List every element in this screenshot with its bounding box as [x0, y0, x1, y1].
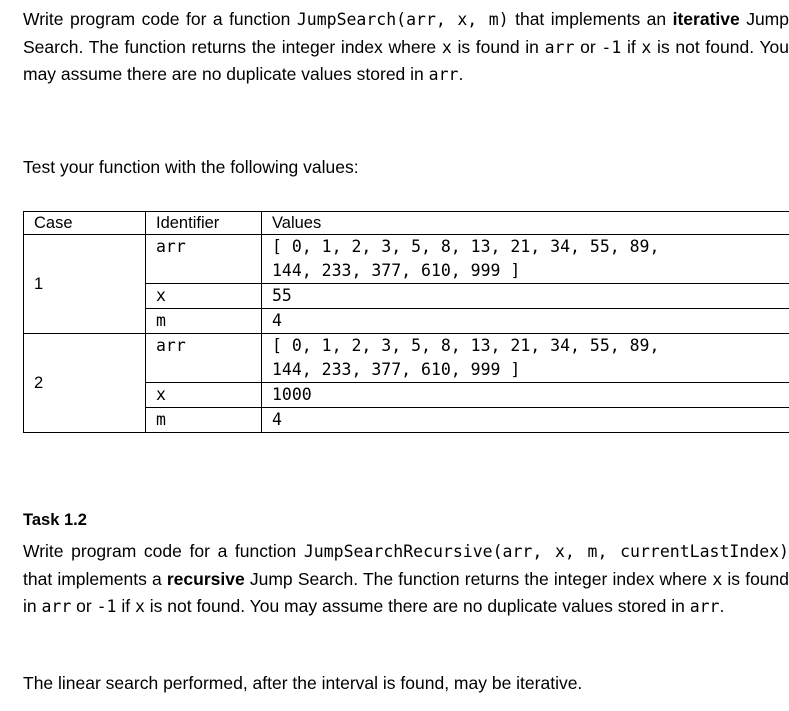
- identifier-cell: x: [146, 284, 262, 309]
- text-run: is found in: [451, 36, 545, 57]
- code-fragment: arr: [41, 597, 72, 616]
- text-run: is found in: [23, 568, 789, 616]
- value-cell: 55: [262, 284, 789, 309]
- code-fragment: arr: [689, 597, 720, 616]
- identifier-cell: m: [146, 408, 262, 433]
- text-run: that implements a: [23, 568, 167, 589]
- identifier-cell: x: [146, 383, 262, 408]
- task-1-1-description: [23, 6, 789, 89]
- code-fragment: arr: [544, 37, 575, 57]
- text-run: if: [116, 596, 135, 616]
- identifier-cell: arr: [146, 334, 262, 383]
- header-case: Case: [24, 212, 146, 235]
- value-cell: [ 0, 1, 2, 3, 5, 8, 13, 21, 34, 55, 89, 144, 233, 377, 610, 999 ]: [262, 334, 789, 383]
- value-cell: 4: [262, 408, 789, 433]
- value-cell: 1000: [262, 383, 789, 408]
- text-run: is not found. You may assume there are no duplicate values stored in: [144, 596, 690, 616]
- table-header-row: [24, 212, 789, 235]
- task-1-2-heading: Task 1.2: [23, 511, 87, 529]
- code-fragment: x: [641, 37, 652, 57]
- test-prompt: Test your function with the following values:: [23, 157, 359, 177]
- text-run: .: [719, 596, 725, 616]
- text-run: if: [621, 36, 642, 57]
- case-number: 1: [24, 235, 146, 334]
- emphasis-text: recursive: [166, 568, 245, 589]
- code-fragment: x: [134, 597, 145, 616]
- task-1-2-note: The linear search performed, after the interval is found, may be iterative.: [23, 673, 583, 693]
- code-fragment: arr: [428, 65, 459, 84]
- text-run: Write program code for a function: [23, 9, 297, 29]
- emphasis-text: iterative: [672, 9, 740, 29]
- code-fragment: -1: [601, 37, 622, 57]
- code-fragment: JumpSearchRecursive(arr, x, m, currentLastIndex): [303, 542, 789, 561]
- header-values: Values: [262, 212, 789, 235]
- task-1-2-description: [23, 538, 789, 621]
- text-run: Write program code for a function: [23, 541, 304, 561]
- test-values-table: [23, 211, 789, 433]
- text-run: is not found. You may assume there are no duplicate values stored in: [23, 36, 789, 84]
- identifier-cell: m: [146, 309, 262, 334]
- identifier-cell: arr: [146, 235, 262, 284]
- table-row: [24, 235, 789, 284]
- code-fragment: x: [441, 37, 452, 57]
- text-run: or: [71, 596, 97, 616]
- text-run: Jump Search. The function returns the integer index where: [23, 9, 789, 57]
- text-run: or: [574, 36, 602, 57]
- text-run: Jump Search. The function returns the integer index where: [244, 568, 713, 589]
- case-number: 2: [24, 334, 146, 433]
- table-row: [24, 334, 789, 383]
- text-run: that implements an: [508, 9, 673, 29]
- header-identifier: Identifier: [146, 212, 262, 235]
- value-cell: [ 0, 1, 2, 3, 5, 8, 13, 21, 34, 55, 89, 144, 233, 377, 610, 999 ]: [262, 235, 789, 284]
- code-fragment: x: [712, 569, 723, 589]
- code-fragment: -1: [96, 597, 117, 616]
- code-fragment: JumpSearch(arr, x, m): [296, 10, 509, 29]
- text-run: .: [458, 64, 464, 84]
- value-cell: 4: [262, 309, 789, 334]
